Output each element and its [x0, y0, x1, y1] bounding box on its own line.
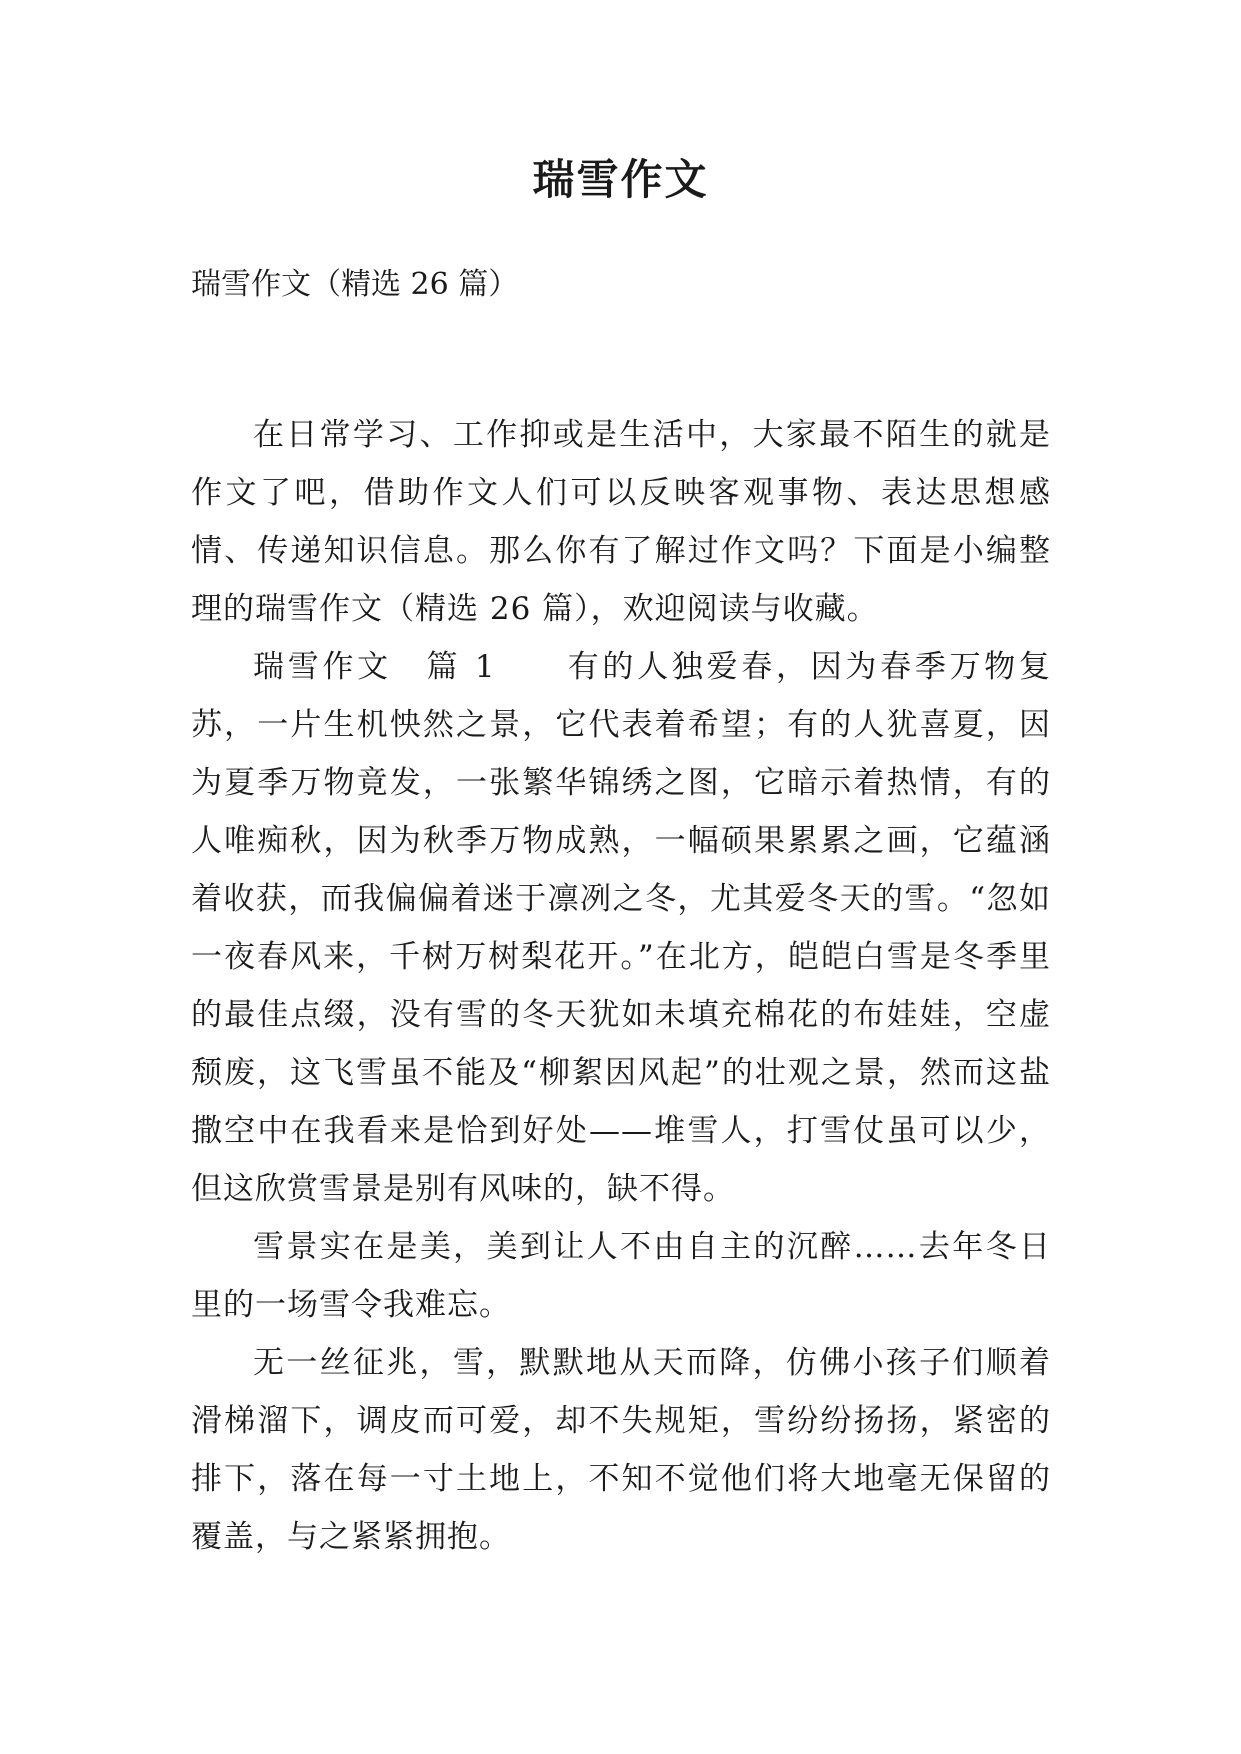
document-title: 瑞雪作文 [532, 155, 709, 204]
essay-paragraph: 无一丝征兆，雪，默默地从天而降，仿佛小孩子们顺着滑梯溜下，调皮而可爱，却不失规矩，雪纷纷扬扬，紧密的排下，落在每一寸土地上，不知不觉他们将大地毫无保留的覆盖，与之紧紧拥抱。 [191, 1345, 1051, 1555]
document-subtitle: 瑞雪作文（精选 26 篇） [191, 267, 519, 302]
essay-paragraph: 瑞雪作文 篇 1 有的人独爱春，因为春季万物复苏，一片生机怏然之景，它代表着希望；有的人犹喜夏，因为夏季万物竟发，一张繁华锦绣之图，它暗示着热情，有的人唯痴秋，因为秋季万物成熟，一幅硕果累累之画，它蕴涵着收获，而我偏偏着迷于凛冽之冬，尤其爱冬天的雪。“忽如一夜春风来，千树万树梨花开。”在北方，皑皑白雪是冬季里的最佳点缀，没有雪的冬天犹如未填充棉花的布娃娃，空虚颓废，这飞雪虽不能及“柳絮因风起”的壮观之景，然而这盐撒空中在我看来是恰到好处——堆雪人，打雪仗虽可以少，但这欣赏雪景是别有风味的，缺不得。 [191, 649, 1051, 1207]
essay-paragraph: 雪景实在是美，美到让人不由自主的沉醉……去年冬日里的一场雪令我难忘。 [191, 1229, 1051, 1323]
intro-paragraph: 在日常学习、工作抑或是生活中，大家最不陌生的就是作文了吧，借助作文人们可以反映客观事物、表达思想感情、传递知识信息。那么你有了解过作文吗？下面是小编整理的瑞雪作文（精选 26 篇），欢迎阅读与收藏。 [191, 417, 1051, 627]
document-body [191, 406, 1051, 1566]
